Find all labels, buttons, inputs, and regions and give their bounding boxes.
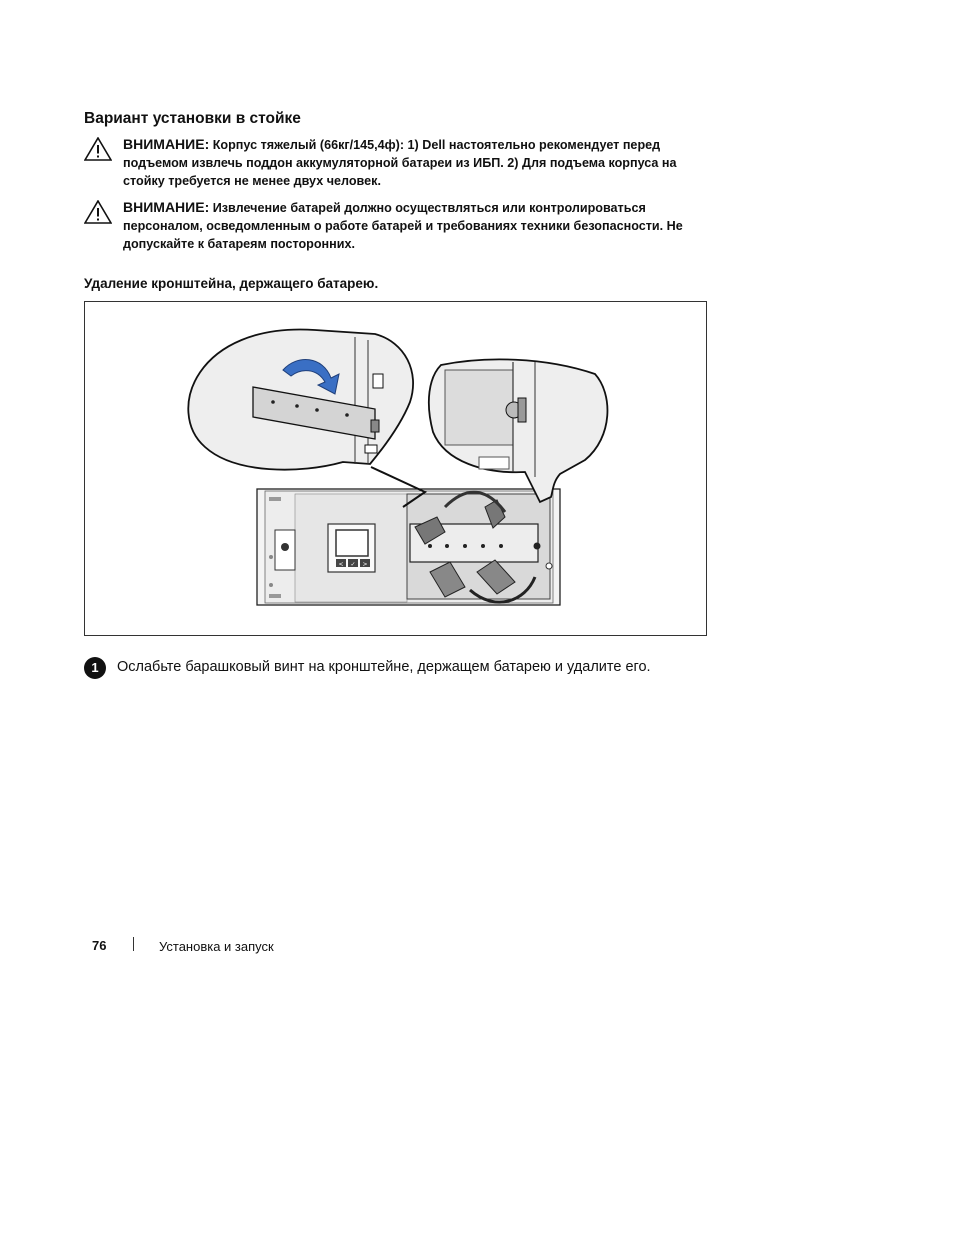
warning-text-line: допускайте к батареям посторонних.: [123, 237, 356, 251]
warning-batteries: [84, 198, 784, 253]
callout-thumbscrew-detail: [429, 359, 608, 502]
bracket-removal-figure: [84, 301, 707, 636]
warning-text-line: Корпус тяжелый (66кг/145,4ф): 1) Dell настоятельно рекомендует перед: [212, 138, 661, 152]
warning-text-line: Извлечение батарей должно осуществляться или контролироваться: [212, 201, 646, 215]
warning-weight: [84, 135, 784, 190]
callout-bracket-detail: [188, 329, 425, 507]
warning-triangle-icon: [84, 200, 112, 224]
step-number-badge: 1: [84, 657, 106, 679]
footer-divider: [133, 937, 134, 951]
footer-section-title: Установка и запуск: [159, 939, 274, 954]
ups-illustration: [85, 302, 708, 637]
section-title: Вариант установки в стойке: [84, 110, 301, 127]
warning-label: ВНИМАНИЕ:: [123, 136, 210, 152]
display-button-right: >: [362, 561, 368, 568]
display-button-left: <: [338, 561, 344, 568]
page-number: 76: [92, 938, 107, 953]
ups-chassis: [257, 489, 560, 605]
warning-text-line: стойку требуется не менее двух человек.: [123, 174, 381, 188]
step-text: Ослабьте барашковый винт на кронштейне, держащем батарею и удалите его.: [117, 659, 651, 675]
warning-text-line: подъемом извлечь поддон аккумуляторной батареи из ИБП. 2) Для подъема корпуса на: [123, 156, 677, 170]
warning-text-line: персоналом, осведомленным о работе батарей и требованиях техники безопасности. Не: [123, 219, 683, 233]
warning-triangle-icon: [84, 137, 112, 161]
warning-label: ВНИМАНИЕ:: [123, 199, 210, 215]
display-button-ok: ✓: [350, 561, 356, 568]
figure-heading: Удаление кронштейна, держащего батарею.: [84, 276, 379, 291]
